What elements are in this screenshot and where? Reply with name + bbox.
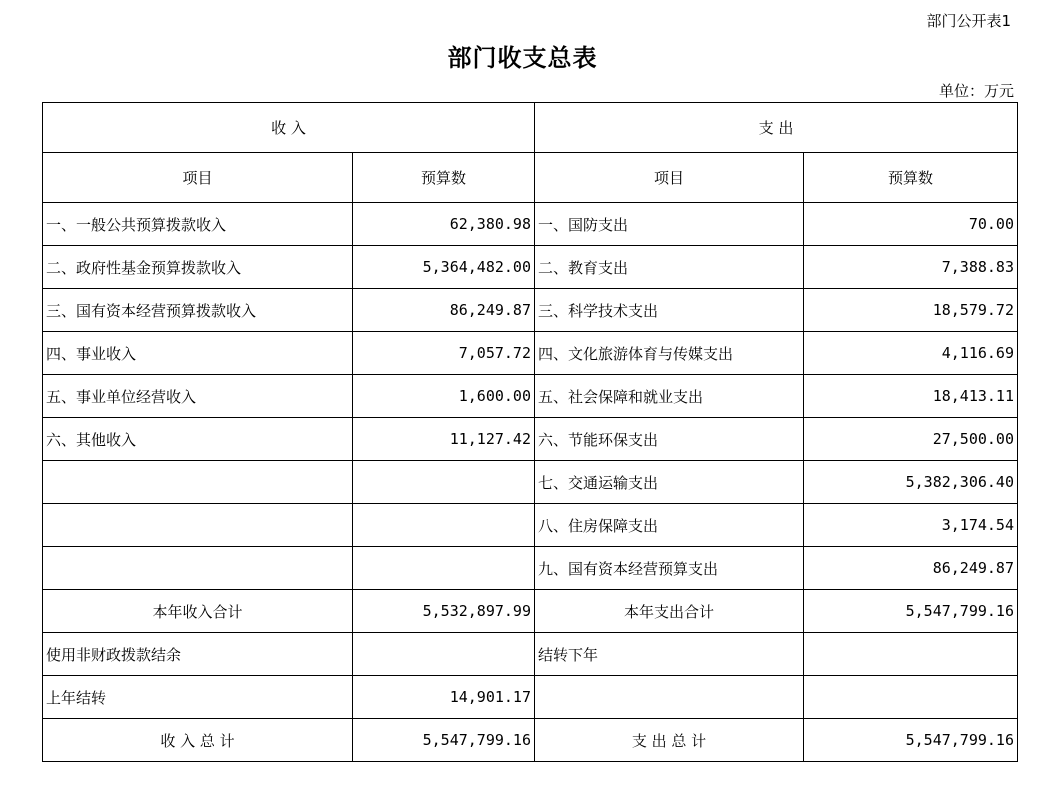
income-value [353, 547, 535, 590]
income-value: 5,364,482.00 [353, 246, 535, 289]
table-number: 部门公开表1 [926, 12, 1011, 30]
expense-item: 四、文化旅游体育与传媒支出 [535, 332, 804, 375]
table-row [43, 332, 1018, 375]
income-item: 三、国有资本经营预算拨款收入 [43, 289, 353, 332]
income-value: 7,057.72 [353, 332, 535, 375]
expense-subtotal-value: 5,547,799.16 [804, 590, 1018, 633]
total-row [43, 719, 1018, 762]
expense-value: 4,116.69 [804, 332, 1018, 375]
expense-item: 七、交通运输支出 [535, 461, 804, 504]
income-item: 四、事业收入 [43, 332, 353, 375]
income-item [43, 461, 353, 504]
expense-total-label: 支 出 总 计 [535, 719, 804, 762]
income-value: 86,249.87 [353, 289, 535, 332]
expense-group-header: 支 出 [535, 103, 1018, 153]
expense-value [804, 676, 1018, 719]
income-item: 二、政府性基金预算拨款收入 [43, 246, 353, 289]
table-row [43, 203, 1018, 246]
expense-value: 27,500.00 [804, 418, 1018, 461]
expense-budget-header: 预算数 [804, 153, 1018, 203]
income-value [353, 461, 535, 504]
income-item: 上年结转 [43, 676, 353, 719]
expense-subtotal-label: 本年支出合计 [535, 590, 804, 633]
income-item: 一、一般公共预算拨款收入 [43, 203, 353, 246]
expense-item [535, 676, 804, 719]
income-value [353, 504, 535, 547]
table-row [43, 633, 1018, 676]
unit-label: 单位：万元 [938, 82, 1014, 100]
income-total-label: 收 入 总 计 [43, 719, 353, 762]
expense-value [804, 633, 1018, 676]
income-budget-header: 预算数 [353, 153, 535, 203]
income-item [43, 547, 353, 590]
column-header-row [43, 153, 1018, 203]
budget-summary-table [42, 102, 1018, 762]
income-value [353, 633, 535, 676]
income-value: 14,901.17 [353, 676, 535, 719]
expense-value: 18,413.11 [804, 375, 1018, 418]
table-row [43, 246, 1018, 289]
expense-item-header: 项目 [535, 153, 804, 203]
income-subtotal-value: 5,532,897.99 [353, 590, 535, 633]
income-item [43, 504, 353, 547]
expense-item: 结转下年 [535, 633, 804, 676]
table-row [43, 547, 1018, 590]
expense-item: 六、节能环保支出 [535, 418, 804, 461]
income-item: 六、其他收入 [43, 418, 353, 461]
expense-item: 一、国防支出 [535, 203, 804, 246]
expense-value: 86,249.87 [804, 547, 1018, 590]
expense-total-value: 5,547,799.16 [804, 719, 1018, 762]
expense-item: 九、国有资本经营预算支出 [535, 547, 804, 590]
income-item: 五、事业单位经营收入 [43, 375, 353, 418]
expense-item: 二、教育支出 [535, 246, 804, 289]
expense-value: 7,388.83 [804, 246, 1018, 289]
expense-value: 70.00 [804, 203, 1018, 246]
expense-value: 3,174.54 [804, 504, 1018, 547]
income-value: 62,380.98 [353, 203, 535, 246]
expense-item: 五、社会保障和就业支出 [535, 375, 804, 418]
table-row [43, 461, 1018, 504]
subtotal-row [43, 590, 1018, 633]
expense-item: 三、科学技术支出 [535, 289, 804, 332]
expense-value: 18,579.72 [804, 289, 1018, 332]
table-row [43, 504, 1018, 547]
table-row [43, 289, 1018, 332]
table-row [43, 418, 1018, 461]
income-item: 使用非财政拨款结余 [43, 633, 353, 676]
expense-item: 八、住房保障支出 [535, 504, 804, 547]
income-total-value: 5,547,799.16 [353, 719, 535, 762]
table-row [43, 375, 1018, 418]
table-row [43, 676, 1018, 719]
income-value: 1,600.00 [353, 375, 535, 418]
income-subtotal-label: 本年收入合计 [43, 590, 353, 633]
income-group-header: 收 入 [43, 103, 535, 153]
page-title: 部门收支总表 [447, 44, 598, 72]
income-item-header: 项目 [43, 153, 353, 203]
group-header-row [43, 103, 1018, 153]
expense-value: 5,382,306.40 [804, 461, 1018, 504]
income-value: 11,127.42 [353, 418, 535, 461]
